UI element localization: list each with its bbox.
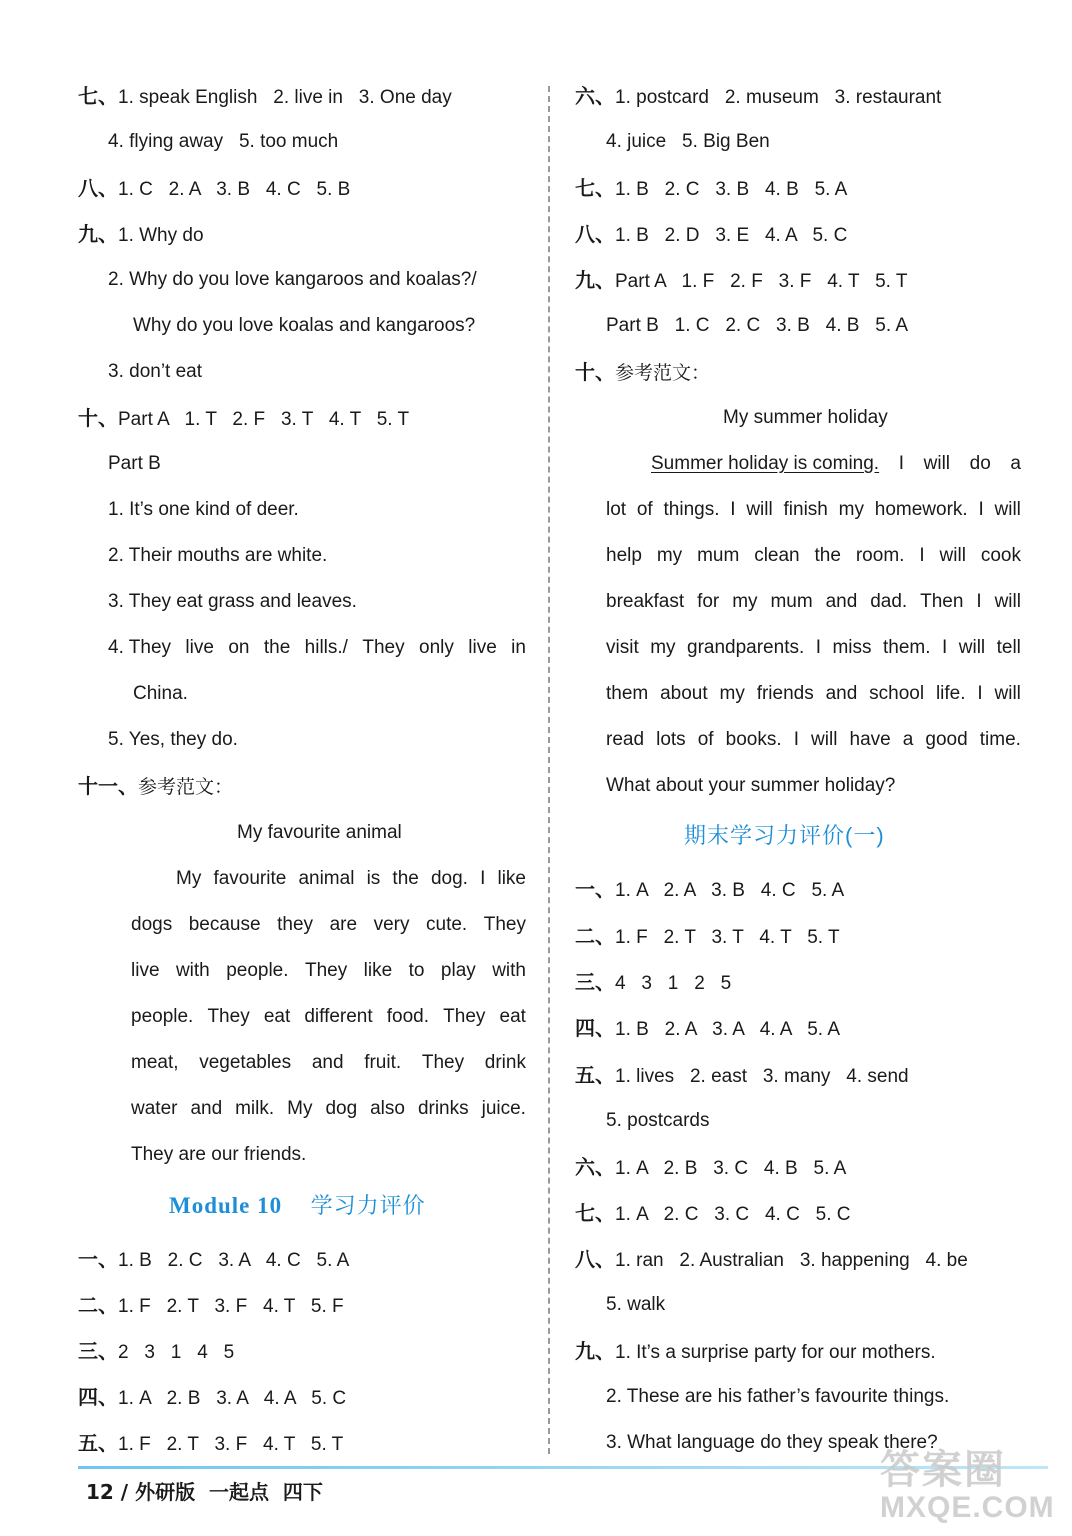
answer-text: 1. It’s a surprise party for our mothers. [615, 1342, 936, 1363]
word: for [697, 591, 720, 612]
word: read [606, 729, 645, 750]
right-q10-line [575, 360, 710, 384]
section-num: 十、 [575, 360, 615, 384]
answer-text: 1. F 2. T 3. F 4. T 5. F [118, 1296, 344, 1317]
left-essay-line-3 [131, 959, 526, 983]
left-essay-line-2 [131, 913, 526, 937]
word: They [304, 960, 348, 981]
right-e4-line [575, 1016, 840, 1040]
word: about [660, 683, 708, 704]
module-10-title [169, 1192, 426, 1220]
word: visit [606, 637, 639, 658]
answer-text: 1. A 2. A 3. B 4. C 5. A [615, 880, 845, 901]
word: tell [996, 637, 1021, 658]
right-essay-line-5 [606, 636, 1021, 660]
right-essay-line-4 [606, 590, 1021, 614]
word: because [188, 914, 261, 935]
word: My [176, 868, 202, 889]
word: finish [783, 499, 828, 520]
word: on [228, 637, 250, 658]
word: I [898, 453, 904, 474]
section-num: 九、 [575, 268, 615, 292]
left-m2-line [78, 1293, 344, 1317]
word: friends [756, 683, 814, 704]
word: My [287, 1098, 313, 1119]
word: breakfast [606, 591, 685, 612]
word: people. [131, 1006, 194, 1027]
word: I [730, 499, 736, 520]
word: 4. They [108, 637, 172, 658]
right-essay-title: My summer holiday [723, 407, 888, 428]
word: dad. [870, 591, 908, 612]
word: will [939, 545, 966, 566]
left-essay-title: My favourite animal [237, 822, 402, 843]
word: my [732, 591, 758, 612]
left-q7-line [78, 84, 452, 108]
right-e3-line [575, 970, 731, 994]
word: live [131, 960, 160, 981]
word: juice. [481, 1098, 526, 1119]
section-num: 十一、 [78, 774, 138, 798]
section-num: 一、 [78, 1247, 118, 1271]
word: my [656, 545, 683, 566]
section-num: 四、 [575, 1016, 615, 1040]
section-num: 一、 [575, 877, 615, 901]
left-essay-line-7: They are our friends. [131, 1144, 307, 1165]
word: of [636, 499, 653, 520]
right-e9-line [575, 1339, 936, 1363]
section-num: 三、 [78, 1339, 118, 1363]
word: life. [935, 683, 966, 704]
answer-text: 1. B 2. D 3. E 4. A 5. C [615, 225, 848, 246]
watermark-en: MXQE.COM [880, 1491, 1055, 1524]
answer-text: 1. lives 2. east 3. many 4. send [615, 1066, 909, 1087]
answer-text: 1. B 2. C 3. B 4. B 5. A [615, 179, 848, 200]
left-q9-line3: Why do you love koalas and kangaroos? [133, 315, 476, 336]
right-e2-line [575, 924, 840, 948]
word: them. [883, 637, 931, 658]
answer-text: 1. F 2. T 3. F 4. T 5. T [118, 1434, 344, 1455]
word: live [185, 637, 214, 658]
right-q6-line [575, 84, 941, 108]
word: They [483, 914, 526, 935]
word: dog [325, 1098, 358, 1119]
left-q9-line2: 2. Why do you love kangaroos and koalas?/ [108, 269, 477, 290]
word: They [421, 1052, 465, 1073]
answer-text: 1. C 2. A 3. B 4. C 5. B [118, 179, 351, 200]
left-q10-b4 [108, 636, 526, 660]
final-exam-title: 期末学习力评价(一) [684, 823, 885, 848]
left-essay-line-6 [131, 1097, 526, 1121]
column-divider [548, 86, 550, 1454]
right-q9-line [575, 268, 908, 292]
word: to [408, 960, 425, 981]
section-num: 八、 [575, 1247, 615, 1271]
word: very [373, 914, 410, 935]
word: dog. [430, 868, 468, 889]
word: and [311, 1052, 344, 1073]
underlined-sentence: Summer holiday is coming. [651, 453, 880, 474]
left-q10-partb: Part B [108, 453, 161, 474]
word: I [976, 591, 982, 612]
right-q9-partb: Part B 1. C 2. C 3. B 4. B 5. A [606, 315, 909, 336]
word: water [131, 1098, 178, 1119]
right-q8-line [575, 222, 847, 246]
right-e9-line2: 2. These are his father’s favourite things. [606, 1386, 950, 1407]
word: is [366, 868, 381, 889]
section-num: 三、 [575, 970, 615, 994]
word: books. [725, 729, 782, 750]
word: lot [606, 499, 627, 520]
word: meat, [131, 1052, 179, 1073]
word: also [370, 1098, 405, 1119]
answer-text: 1. A 2. B 3. C 4. B 5. A [615, 1158, 847, 1179]
left-q10-b1: 1. It’s one kind of deer. [108, 499, 299, 520]
word: the [814, 545, 841, 566]
word: Then [920, 591, 964, 612]
page-number: 12 [86, 1480, 114, 1504]
word: lots [656, 729, 686, 750]
right-e9-line3: 3. What language do they speak there? [606, 1432, 938, 1453]
left-q10-b3: 3. They eat grass and leaves. [108, 591, 357, 612]
left-essay-line-1 [176, 867, 526, 891]
answer-text: 4 3 1 2 5 [615, 973, 732, 994]
section-num: 八、 [78, 176, 118, 200]
word: mum [770, 591, 813, 612]
left-q11-line [78, 774, 233, 798]
right-e1-line [575, 877, 844, 901]
word: will [811, 729, 838, 750]
left-q10-b5: 5. Yes, they do. [108, 729, 238, 750]
word: vegetables [199, 1052, 292, 1073]
watermark-logo [880, 1447, 1055, 1532]
word: clean [754, 545, 800, 566]
word: and [825, 591, 858, 612]
word: homework. [874, 499, 968, 520]
left-q7-line2: 4. flying away 5. too much [108, 131, 339, 152]
word: will [994, 499, 1021, 520]
word: like [497, 868, 526, 889]
word: will [923, 453, 951, 474]
word: I [919, 545, 925, 566]
word: drinks [417, 1098, 469, 1119]
word: eat [499, 1006, 526, 1027]
word: with [492, 960, 526, 981]
word: them [606, 683, 649, 704]
word: will [958, 637, 986, 658]
answer-text: 1. ran 2. Australian 3. happening 4. be [615, 1250, 968, 1271]
section-num: 九、 [575, 1339, 615, 1363]
left-m1-line [78, 1247, 349, 1271]
word: with [175, 960, 210, 981]
footer-edition: 外研版 一起点 四下 [135, 1480, 323, 1504]
section-num: 九、 [78, 222, 118, 246]
right-essay-line-3 [606, 544, 1021, 568]
watermark-cn: 答案圈 [880, 1447, 1006, 1493]
word: eat [263, 1006, 291, 1027]
right-e7-line [575, 1201, 850, 1225]
right-essay-line-8: What about your summer holiday? [606, 775, 896, 796]
word: favourite [213, 868, 287, 889]
word: school [869, 683, 925, 704]
right-e5-line [575, 1063, 909, 1087]
section-num: 二、 [575, 924, 615, 948]
left-q10-line [78, 406, 409, 430]
left-q10-b4-cont: China. [133, 683, 188, 704]
answer-text: 1. B 2. C 3. A 4. C 5. A [118, 1250, 350, 1271]
section-num: 五、 [575, 1063, 615, 1087]
word: are [329, 914, 358, 935]
answer-text: 参考范文： [615, 363, 711, 384]
answer-text: 1. Why do [118, 225, 204, 246]
word: room. [855, 545, 905, 566]
left-q10-b2: 2. Their mouths are white. [108, 545, 328, 566]
word: and [190, 1098, 223, 1119]
word: do [969, 453, 991, 474]
left-essay-line-4 [131, 1005, 526, 1029]
right-e8-line [575, 1247, 968, 1271]
word: mum [697, 545, 740, 566]
module-cn: 学习力评价 [310, 1193, 426, 1218]
footer-sep: / [113, 1480, 136, 1504]
left-m5-line [78, 1431, 343, 1455]
right-essay-line-7 [606, 728, 1021, 752]
word: and [825, 683, 858, 704]
word: animal [298, 868, 355, 889]
word: I [793, 729, 799, 750]
section-num: 六、 [575, 84, 615, 108]
word: a [902, 729, 914, 750]
word: things. [663, 499, 720, 520]
word: only [419, 637, 454, 658]
word: people. [226, 960, 289, 981]
word: food. [386, 1006, 430, 1027]
word: I [942, 637, 948, 658]
left-m4-line [78, 1385, 346, 1409]
word: they [277, 914, 314, 935]
left-m3-line [78, 1339, 234, 1363]
page-footer [86, 1479, 323, 1505]
word: my [650, 637, 676, 658]
answer-text: 1. speak English 2. live in 3. One day [118, 87, 452, 108]
word: I [815, 637, 821, 658]
word: fruit. [364, 1052, 402, 1073]
word: cute. [426, 914, 468, 935]
left-q9-line [78, 222, 204, 246]
left-essay-line-5 [131, 1051, 526, 1075]
word: They [207, 1006, 250, 1027]
answer-text: Part A 1. T 2. F 3. T 4. T 5. T [118, 409, 410, 430]
word: live [468, 637, 497, 658]
answer-text: 2 3 1 4 5 [118, 1342, 235, 1363]
word: I [978, 499, 984, 520]
word: I [480, 868, 486, 889]
answer-text: 1. A 2. C 3. C 4. C 5. C [615, 1204, 851, 1225]
word: in [511, 637, 526, 658]
right-e6-line [575, 1155, 846, 1179]
word: will [994, 591, 1021, 612]
word: I [977, 683, 983, 704]
right-q6-line2: 4. juice 5. Big Ben [606, 131, 770, 152]
word: have [849, 729, 891, 750]
section-num: 七、 [575, 1201, 615, 1225]
word: miss [832, 637, 872, 658]
right-e8-line2: 5. walk [606, 1294, 666, 1315]
section-num: 八、 [575, 222, 615, 246]
word: hills./ [304, 637, 348, 658]
answer-text: 1. postcard 2. museum 3. restaurant [615, 87, 942, 108]
module-label: Module 10 [169, 1193, 283, 1218]
answer-text: 1. F 2. T 3. T 4. T 5. T [615, 927, 840, 948]
right-essay-line-6 [606, 682, 1021, 706]
section-num: 十、 [78, 406, 118, 430]
right-e5-line2: 5. postcards [606, 1110, 710, 1131]
left-q8-line [78, 176, 350, 200]
right-q7-line [575, 176, 847, 200]
word: different [304, 1006, 373, 1027]
word: my [838, 499, 864, 520]
section-num: 七、 [78, 84, 118, 108]
word: drink [484, 1052, 526, 1073]
answer-text: 1. B 2. A 3. A 4. A 5. A [615, 1019, 840, 1040]
answer-text: Part A 1. F 2. F 3. F 4. T 5. T [615, 271, 908, 292]
section-num: 五、 [78, 1431, 118, 1455]
word: cook [980, 545, 1021, 566]
word: my [719, 683, 745, 704]
word: grandparents. [687, 637, 805, 658]
right-essay-line-2 [606, 498, 1021, 522]
section-num: 六、 [575, 1155, 615, 1179]
word: will [994, 683, 1021, 704]
word: time. [979, 729, 1021, 750]
right-essay-line-1 [651, 452, 1021, 476]
word: milk. [235, 1098, 275, 1119]
answer-text: 1. A 2. B 3. A 4. A 5. C [118, 1388, 347, 1409]
word: like [363, 960, 393, 981]
word: a [1010, 453, 1021, 474]
word: of [697, 729, 714, 750]
section-num: 四、 [78, 1385, 118, 1409]
section-num: 二、 [78, 1293, 118, 1317]
word: the [392, 868, 419, 889]
word: They [443, 1006, 486, 1027]
section-num: 七、 [575, 176, 615, 200]
word: help [606, 545, 642, 566]
word: the [263, 637, 291, 658]
left-q9-line4: 3. don’t eat [108, 361, 203, 382]
word: play [440, 960, 476, 981]
word: will [746, 499, 773, 520]
word: They [362, 637, 405, 658]
answer-text: 参考范文： [138, 777, 234, 798]
word: dogs [131, 914, 173, 935]
word: good [925, 729, 968, 750]
